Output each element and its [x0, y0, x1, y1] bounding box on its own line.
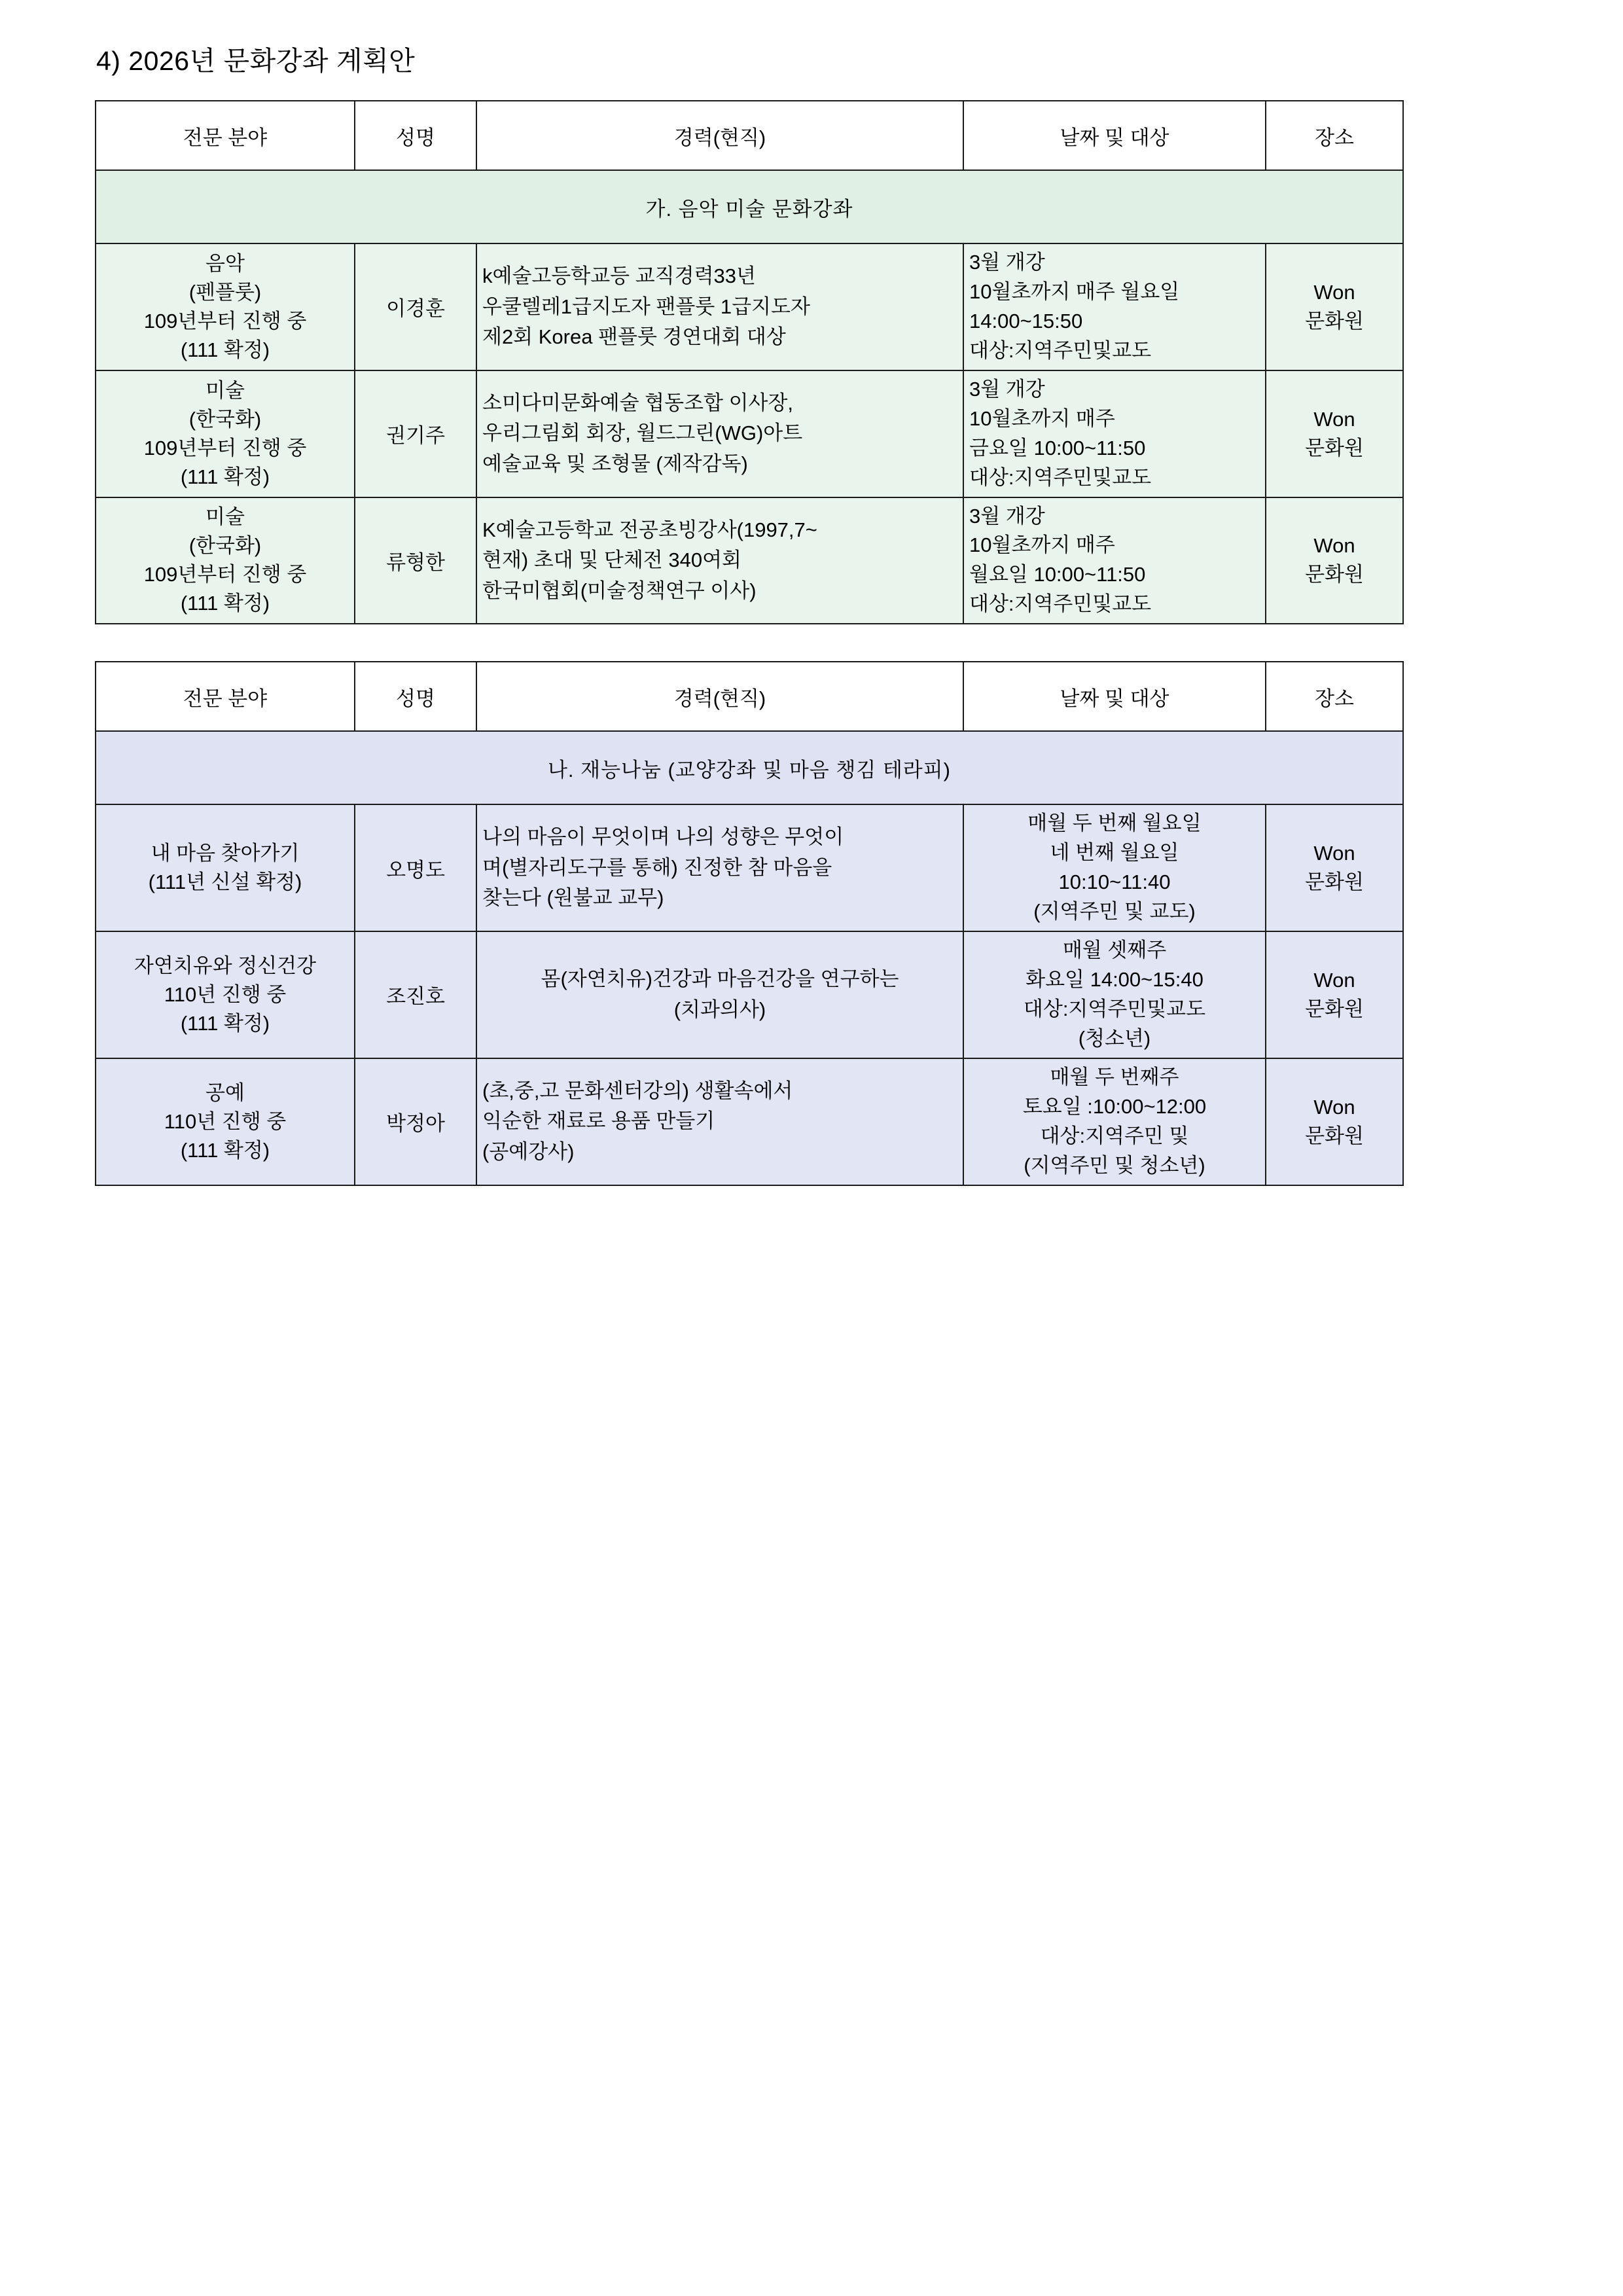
cell-career — [476, 1058, 963, 1185]
cell-name: 박정아 — [355, 1058, 476, 1185]
cell-place-line: 문화원 — [1305, 563, 1364, 586]
cell-field-line: 공예 — [205, 1081, 245, 1104]
column-header: 경력(현직) — [476, 101, 963, 170]
cell-field-line: (111 확정) — [180, 465, 270, 488]
cell-place-line: 문화원 — [1305, 1124, 1364, 1147]
cell-field — [96, 497, 355, 624]
cell-date-line: 10월초까지 매주 — [969, 406, 1115, 430]
cell-field — [96, 931, 355, 1058]
cell-date — [963, 370, 1266, 497]
table-header-row — [96, 101, 1403, 170]
cell-place-line: Won — [1313, 280, 1355, 304]
cell-place-line: Won — [1313, 1095, 1355, 1119]
cell-field-line: (펜플룻) — [188, 280, 262, 304]
cell-career-line: 나의 마음이 무엇이며 나의 성향은 무엇이 — [482, 825, 844, 849]
cell-place-line: Won — [1313, 534, 1355, 558]
section-title-row — [96, 731, 1403, 804]
cell-field-line: (한국화) — [188, 534, 262, 558]
cell-place — [1266, 370, 1403, 497]
column-header: 전문 분야 — [96, 101, 355, 170]
cell-field-line: 자연치유와 정신건강 — [134, 954, 317, 977]
cell-date-line: 3월 개강 — [969, 504, 1045, 528]
cell-date-line: 화요일 14:00~15:40 — [1026, 967, 1204, 991]
cell-date-line: (지역주민 및 청소년) — [1024, 1153, 1205, 1177]
cell-date — [963, 497, 1266, 624]
cell-date-line: 토요일 :10:00~12:00 — [1022, 1094, 1207, 1118]
cell-field-line: (111년 신설 확정) — [148, 870, 302, 894]
cell-date-line: 매월 두 번째 월요일 — [1027, 812, 1202, 835]
cell-career — [476, 497, 963, 624]
cell-place — [1266, 804, 1403, 931]
section-title: 나. 재능나눔 (교양강좌 및 마음 챙김 테라피) — [96, 731, 1403, 804]
cell-field — [96, 1058, 355, 1185]
cell-place-line: 문화원 — [1305, 870, 1364, 894]
schedule-table-1 — [95, 100, 1404, 624]
cell-field-line: 미술 — [205, 378, 245, 402]
cell-career-line: 익순한 재료로 용품 만들기 — [482, 1109, 715, 1133]
cell-career-line: k예술고등학교등 교직경력33년 — [482, 264, 756, 288]
cell-name: 권기주 — [355, 370, 476, 497]
section-title-row — [96, 170, 1403, 243]
cell-field — [96, 804, 355, 931]
cell-place — [1266, 1058, 1403, 1185]
cell-date-line: 대상:지역주민및교도 — [969, 465, 1152, 489]
cell-place — [1266, 497, 1403, 624]
cell-career-line: 며(별자리도구를 통해) 진정한 참 마음을 — [482, 855, 832, 879]
cell-career-line: 우리그림회 회장, 월드그린(WG)아트 — [482, 422, 803, 445]
cell-date-line: (청소년) — [1078, 1026, 1151, 1050]
cell-date — [963, 243, 1266, 370]
cell-date-line: 10월초까지 매주 월요일 — [969, 279, 1180, 303]
table-row — [96, 931, 1403, 1058]
cell-field-line: (111 확정) — [180, 1138, 270, 1162]
cell-place — [1266, 243, 1403, 370]
cell-career-line: 현재) 초대 및 단체전 340여회 — [482, 548, 741, 572]
table-row — [96, 1058, 1403, 1185]
cell-place-line: Won — [1313, 407, 1355, 431]
cell-name: 류형한 — [355, 497, 476, 624]
cell-name: 조진호 — [355, 931, 476, 1058]
cell-date-line: 금요일 10:00~11:50 — [969, 436, 1146, 459]
cell-career — [476, 370, 963, 497]
cell-date-line: 대상:지역주민및교도 — [1023, 997, 1206, 1020]
cell-field-line: 109년부터 진행 중 — [143, 436, 307, 459]
cell-date-line: 매월 두 번째주 — [1050, 1065, 1179, 1088]
cell-field-line: (111 확정) — [180, 1011, 270, 1035]
cell-place — [1266, 931, 1403, 1058]
cell-date-line: 매월 셋째주 — [1062, 939, 1167, 961]
cell-date-line: 3월 개강 — [969, 377, 1045, 401]
column-header: 경력(현직) — [476, 662, 963, 731]
cell-date-line: 10:10~11:40 — [1058, 870, 1171, 894]
cell-field-line: 110년 진행 중 — [164, 982, 287, 1006]
cell-career-line: 예술교육 및 조형물 (제작감독) — [482, 452, 748, 475]
cell-place-line: 문화원 — [1305, 436, 1364, 459]
cell-place-line: Won — [1313, 968, 1355, 992]
cell-career-line: K예술고등학교 전공초빙강사(1997,7~ — [482, 518, 817, 541]
cell-date — [963, 804, 1266, 931]
cell-career-line: (치과의사) — [673, 997, 766, 1021]
cell-field-line: 109년부터 진행 중 — [143, 563, 307, 586]
cell-date-line: (지역주민 및 교도) — [1033, 900, 1196, 924]
cell-career-line: (공예강사) — [482, 1139, 575, 1163]
cell-name: 오명도 — [355, 804, 476, 931]
cell-place-line: Won — [1313, 842, 1355, 865]
cell-date-line: 10월초까지 매주 — [969, 533, 1115, 557]
cell-date-line: 대상:지역주민 및 — [1040, 1124, 1189, 1147]
cell-date-line: 대상:지역주민및교도 — [969, 338, 1152, 362]
cell-field-line: 내 마음 찾아가기 — [151, 842, 300, 865]
cell-date-line: 14:00~15:50 — [969, 309, 1083, 332]
cell-field-line: 음악 — [205, 251, 245, 275]
table-row — [96, 370, 1403, 497]
schedule-tables — [95, 100, 1538, 1186]
cell-career-line: 한국미협회(미술정책연구 이사) — [482, 579, 757, 602]
table-row — [96, 804, 1403, 931]
cell-date-line: 3월 개강 — [969, 251, 1045, 274]
column-header: 성명 — [355, 662, 476, 731]
cell-career — [476, 931, 963, 1058]
cell-date-line: 월요일 10:00~11:50 — [969, 563, 1146, 586]
cell-field — [96, 370, 355, 497]
cell-field-line: 미술 — [205, 505, 245, 529]
cell-career-line: (초,중,고 문화센터강의) 생활속에서 — [482, 1079, 793, 1102]
cell-place-line: 문화원 — [1305, 997, 1364, 1020]
table-header-row — [96, 662, 1403, 731]
cell-career-line: 소미다미문화예술 협동조합 이사장, — [482, 391, 794, 414]
cell-career-line: 찾는다 (원불교 교무) — [482, 886, 664, 910]
cell-career-line: 몸(자연치유)건강과 마음건강을 연구하는 — [541, 967, 899, 991]
section-title: 가. 음악 미술 문화강좌 — [96, 170, 1403, 243]
cell-place-line: 문화원 — [1305, 309, 1364, 332]
cell-field-line: 110년 진행 중 — [164, 1109, 287, 1133]
cell-career-line: 우쿨렐레1급지도자 팬플룻 1급지도자 — [482, 295, 810, 318]
cell-name: 이경훈 — [355, 243, 476, 370]
cell-career-line: 제2회 Korea 팬플룻 경연대회 대상 — [482, 325, 786, 349]
cell-date — [963, 1058, 1266, 1185]
column-header: 날짜 및 대상 — [963, 662, 1266, 731]
cell-field-line: (한국화) — [188, 407, 262, 431]
column-header: 전문 분야 — [96, 662, 355, 731]
table-row — [96, 243, 1403, 370]
column-header: 장소 — [1266, 662, 1403, 731]
table-row — [96, 497, 1403, 624]
cell-date-line: 네 번째 월요일 — [1050, 841, 1179, 865]
cell-date-line: 대상:지역주민및교도 — [969, 592, 1152, 616]
cell-date — [963, 931, 1266, 1058]
cell-field — [96, 243, 355, 370]
cell-field-line: (111 확정) — [180, 592, 270, 615]
column-header: 날짜 및 대상 — [963, 101, 1266, 170]
cell-field-line: (111 확정) — [180, 338, 270, 361]
column-header: 성명 — [355, 101, 476, 170]
cell-career — [476, 804, 963, 931]
cell-career — [476, 243, 963, 370]
column-header: 장소 — [1266, 101, 1403, 170]
page-title: 4) 2026년 문화강좌 계획안 — [96, 46, 416, 76]
schedule-table-2 — [95, 661, 1404, 1185]
cell-field-line: 109년부터 진행 중 — [143, 309, 307, 332]
